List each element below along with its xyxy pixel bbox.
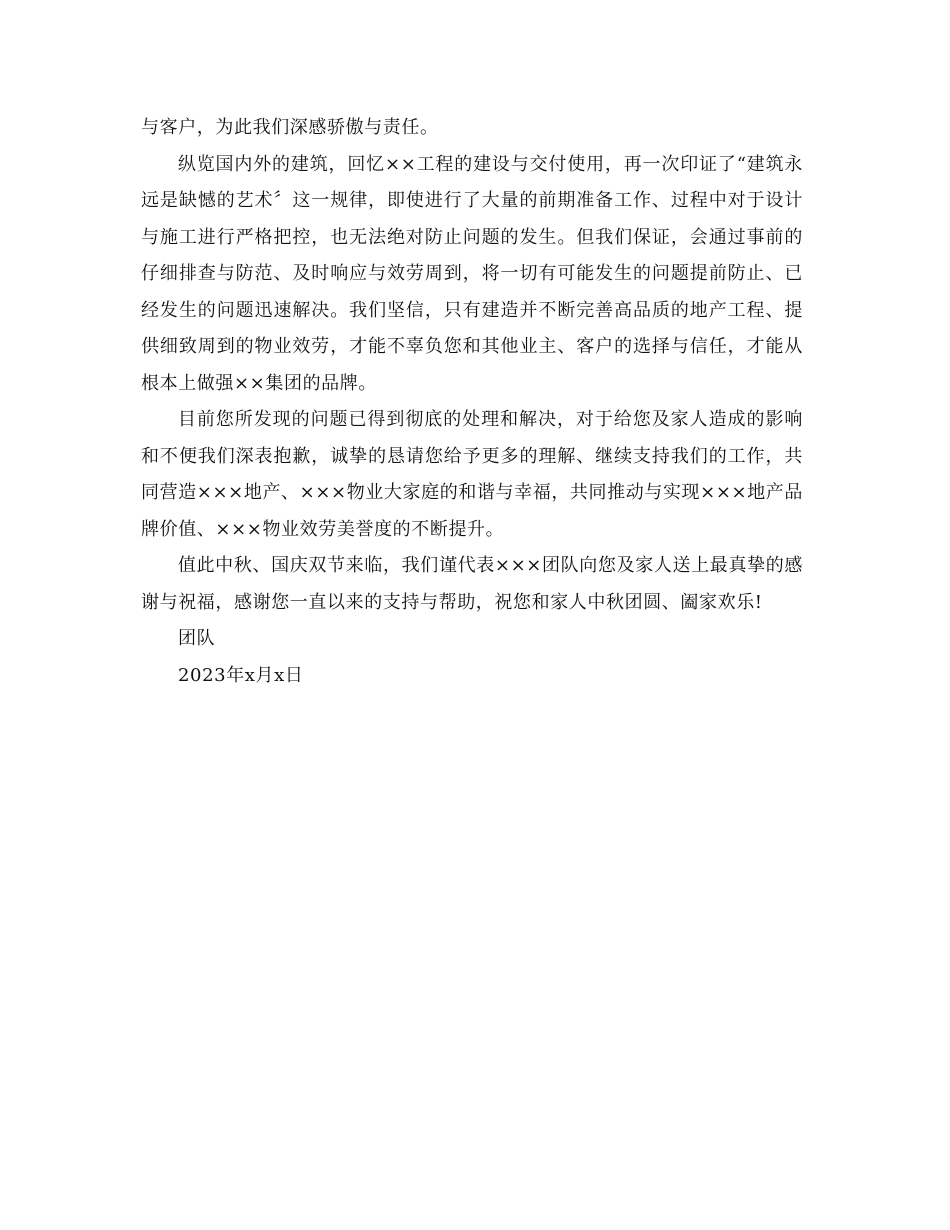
date-line: 2023年x月x日 xyxy=(178,664,304,686)
paragraph-continuation: 与客户，为此我们深感骄傲与责任。 xyxy=(141,117,439,138)
letter-body xyxy=(141,110,803,694)
paragraph-greeting: 值此中秋、国庆双节来临，我们谨代表×××团队向您及家人送上最真挚的感谢与祝福，感谢您一直以来的支持与帮助，祝您和家人中秋团圆、阖家欢乐! xyxy=(141,555,803,613)
signature: 团队 xyxy=(178,628,216,649)
paragraph-apology: 目前您所发现的问题已得到彻底的处理和解决，对于给您及家人造成的影响和不便我们深表抱歉，诚挚的恳请您给予更多的理解、继续支持我们的工作，共同营造×××地产、×××物业大家庭的和谐与幸福，共同推动与实现×××地产品牌价值、×××物业效劳美誉度的不断提升。 xyxy=(141,409,803,540)
paragraph-architecture: 纵览国内外的建筑，回忆××工程的建设与交付使用，再一次印证了“建筑永远是缺憾的艺术〞这一规律，即使进行了大量的前期准备工作、过程中对于设计与施工进行严格把控，也无法绝对防止问题的发生。但我们保证，会通过事前的仔细排查与防范、及时响应与效劳周到，将一切有可能发生的问题提前防止、已经发生的问题迅速解决。我们坚信，只有建造并不断完善高品质的地产工程、提供细致周到的物业效劳，才能不辜负您和其他业主、客户的选择与信任，才能从根本上做强××集团的品牌。 xyxy=(141,153,803,394)
